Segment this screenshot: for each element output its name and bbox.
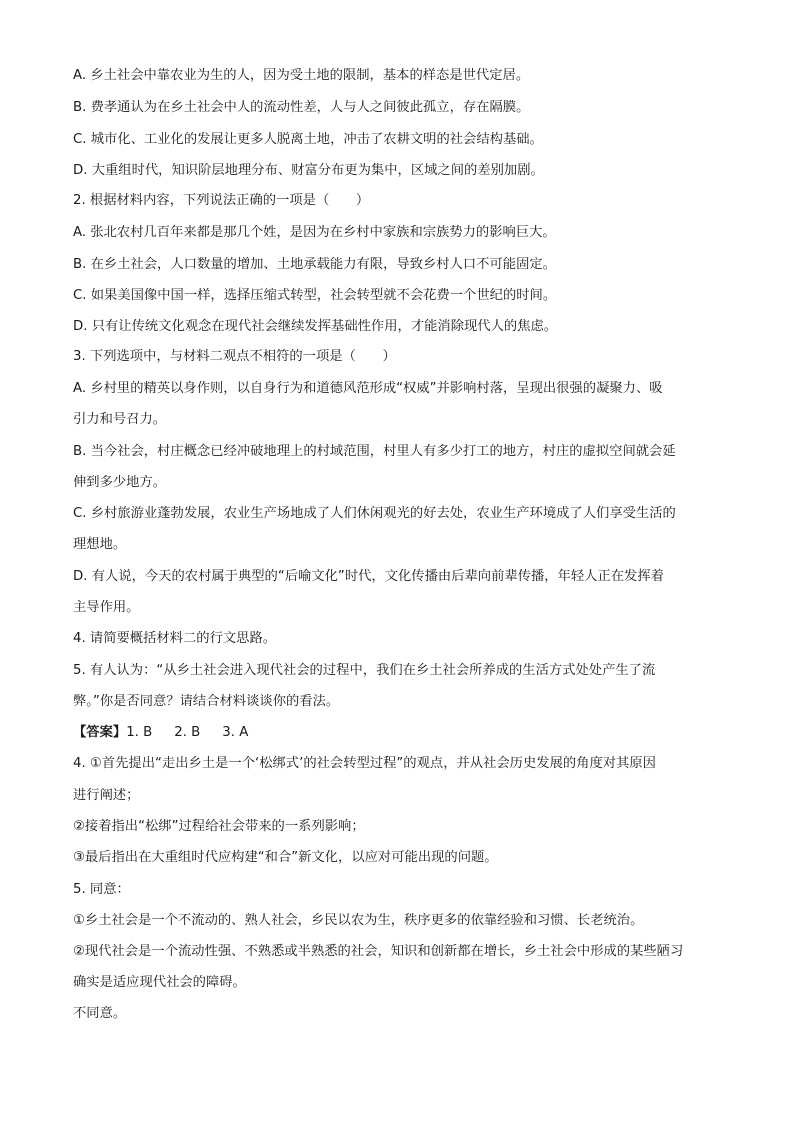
answer-1: 1. B (126, 725, 153, 740)
q3-option-b-line1: B. 当今社会，村庄概念已经冲破地理上的村域范围，村里人有多少打工的地方，村庄的虚拟空间就会延 (73, 444, 676, 459)
answer-q5-line1: 5. 同意： (73, 882, 130, 897)
q3-stem: 3. 下列选项中，与材料二观点不相符的一项是（ ） (73, 349, 396, 364)
q1-option-c: C. 城市化、工业化的发展让更多人脱离土地，冲击了农耕文明的社会结构基础。 (73, 132, 543, 147)
answer-q4-line4: ③最后指出在大重组时代应构建“和合”新文化，以应对可能出现的问题。 (73, 850, 498, 865)
q3-option-d-line2: 主导作用。 (73, 600, 140, 615)
answer-q4-line3: ②接着指出“松绑”过程给社会带来的一系列影响； (73, 819, 365, 834)
q1-option-b: B. 费孝通认为在乡土社会中人的流动性差，人与人之间彼此孤立，存在隔膜。 (73, 100, 530, 115)
answer-3: 3. A (222, 725, 249, 740)
q1-option-d: D. 大重组时代，知识阶层地理分布、财富分布更为集中，区域之间的差别加剧。 (73, 163, 544, 178)
answer-label: 【答案】 (73, 725, 127, 740)
answer-q5-line4: 确实是适应现代社会的障碍。 (73, 975, 246, 990)
q5-stem-line1: 5. 有人认为：“从乡土社会进入现代社会的过程中，我们在乡土社会所养成的生活方式处处产生了流 (73, 663, 656, 678)
q2-option-c: C. 如果美国像中国一样，选择压缩式转型，社会转型就不会花费一个世纪的时间。 (73, 288, 557, 303)
answer-q4-line1: 4. ①首先提出“走出乡土是一个‘松绑式’的社会转型过程”的观点，并从社会历史发展的角度对其原因 (73, 756, 656, 771)
q3-option-a-line1: A. 乡村里的精英以身作则，以自身行为和道德风范形成“权威”并影响村落，呈现出很强的凝聚力、吸 (73, 381, 663, 396)
answer-q5-line5: 不同意。 (73, 1006, 127, 1021)
q4-stem: 4. 请简要概括材料二的行文思路。 (73, 631, 277, 646)
q3-option-a-line2: 引力和号召力。 (73, 412, 167, 427)
q5-stem-line2: 弊。”你是否同意？请结合材料谈谈你的看法。 (73, 694, 340, 709)
q2-option-a: A. 张北农村几百年来都是那几个姓，是因为在乡村中家族和宗族势力的影响巨大。 (73, 225, 556, 240)
q2-option-b: B. 在乡土社会，人口数量的增加、土地承载能力有限，导致乡村人口不可能固定。 (73, 257, 556, 272)
q1-option-a: A. 乡土社会中靠农业为生的人，因为受土地的限制，基本的样态是世代定居。 (73, 68, 530, 83)
q3-option-b-line2: 伸到多少地方。 (73, 475, 167, 490)
q3-option-c-line2: 理想地。 (73, 537, 127, 552)
q3-option-d-line1: D. 有人说，今天的农村属于典型的“后喻文化”时代，文化传播由后辈向前辈传播，年轻人正在发挥着 (73, 569, 664, 584)
answer-q5-line3: ②现代社会是一个流动性强、不熟悉或半熟悉的社会，知识和创新都在增长，乡土社会中形成的某些陋习 (73, 944, 684, 959)
answer-row (73, 723, 733, 743)
q2-stem: 2. 根据材料内容，下列说法正确的一项是（ ） (73, 193, 370, 208)
answer-2: 2. B (174, 725, 201, 740)
answer-q4-line2: 进行阐述； (73, 788, 140, 803)
q3-option-c-line1: C. 乡村旅游业蓬勃发展，农业生产场地成了人们休闲观光的好去处，农业生产环境成了人们享受生活的 (73, 506, 676, 521)
q2-option-d: D. 只有让传统文化观念在现代社会继续发挥基础性作用，才能消除现代人的焦虑。 (73, 319, 558, 334)
answer-q5-line2: ①乡土社会是一个不流动的、熟人社会，乡民以农为生，秩序更多的依靠经验和习惯、长老统治。 (73, 913, 644, 928)
